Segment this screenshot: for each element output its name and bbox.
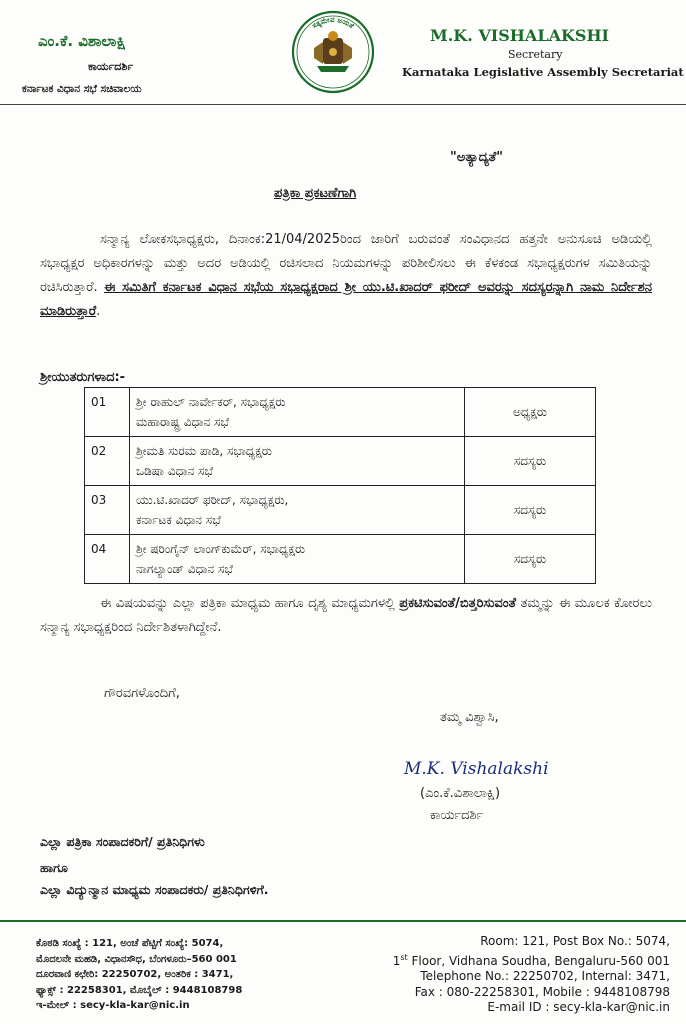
member-house: ಒಡಿಷಾ ವಿಧಾನ ಸಭೆ	[136, 464, 214, 478]
emblem-caption: ಸತ್ಯಮೇವ ಜಯತೆ	[310, 15, 356, 31]
member-number: 04	[85, 535, 130, 584]
footer-kn-line: ಫ್ಯಾಕ್ಸ್ : 22258301, ಮೊಬೈಲ್ : 9448108798	[36, 984, 243, 996]
intro-paragraph: ಸನ್ಮಾನ್ಯ ಲೋಕಸಭಾಧ್ಯಕ್ಷರು, ದಿನಾಂಕ:21/04/2025ರಿಂದ ಜಾರಿಗೆ ಬರುವಂತೆ ಸಂವಿಧಾನದ ಹತ್ತನೇ ಅನುಸೂಚಿ ಅಡಿಯಲ್ಲಿ ಸಭಾಧ್ಯಕ್ಷರ ಅಧಿಕಾರಗಳನ್ನು ಮತ್ತು ಅದರ ಅಡಿಯಲ್ಲಿ ರಚಿಸಲಾದ ನಿಯಮಗಳನ್ನು ಪರಿಶೀಲಿಸಲು ಈ ಕೆಳಕಂಡ ಸಭಾಧ್ಯಕ್ಷರುಗಳ ಸಮಿತಿಯನ್ನು ರಚಿಸಿರುತ್ತಾರೆ. ಈ ಸಮಿತಿಗೆ ಕರ್ನಾಟಕ ವಿಧಾನ ಸಭೆಯ ಸಭಾಧ್ಯಕ್ಷರಾದ ಶ್ರೀ ಯು.ಟಿ.ಖಾದರ್ ಫರೀದ್ ಅವರನ್ನು ಸದಸ್ಯರನ್ನಾಗಿ ನಾಮ ನಿರ್ದೇಶನ ಮಾಡಿರುತ್ತಾರೆ.	[40, 232, 652, 319]
member-name: ಶ್ರೀ ರಾಹುಲ್ ನಾರ್ವೇಕರ್, ಸಭಾಧ್ಯಕ್ಷರು	[136, 395, 286, 409]
header-divider	[0, 104, 686, 105]
greeting: ಗೌರವಗಳೊಂದಿಗೆ,	[104, 686, 180, 701]
kannada-name: ಎಂ.ಕೆ. ವಿಶಾಲಾಕ್ಷಿ	[38, 32, 126, 50]
footer-en-line: Room: 121, Post Box No.: 5074,	[480, 934, 670, 948]
handwritten-signature	[402, 756, 582, 780]
member-details	[130, 388, 465, 437]
member-role: ಅಧ್ಯಕ್ಷರು	[465, 388, 596, 437]
footer-kn-email: ಇ-ಮೇಲ್ : secy-kla-kar@nic.in	[36, 1000, 190, 1011]
footer-en-floor: 1st Floor, Vidhana Soudha, Bengaluru-560 001	[392, 952, 670, 968]
signatory-designation: ಕಾರ್ಯದರ್ಶಿ	[430, 808, 484, 823]
table-row	[85, 437, 596, 486]
member-number: 03	[85, 486, 130, 535]
footer-kannada-address	[36, 936, 306, 1014]
member-role: ಸದಸ್ಯರು	[465, 486, 596, 535]
footer-en-line: Telephone No.: 22250702, Internal: 3471,	[420, 969, 670, 984]
member-number: 02	[85, 437, 130, 486]
member-house: ಮಹಾರಾಷ್ಟ್ರ ವಿಧಾನ ಸಭೆ	[136, 415, 230, 429]
member-number: 01	[85, 388, 130, 437]
nomination-text: ಈ ಸಮಿತಿಗೆ ಕರ್ನಾಟಕ ವಿಧಾನ ಸಭೆಯ ಸಭಾಧ್ಯಕ್ಷರಾದ ಶ್ರೀ ಯು.ಟಿ.ಖಾದರ್ ಫರೀದ್ ಅವರನ್ನು ಸದಸ್ಯರನ್ನಾಗಿ ನಾಮ ನಿರ್ದೇಶನ ಮಾಡಿರುತ್ತಾರೆ	[40, 280, 652, 319]
english-office: Karnataka Legislative Assembly Secretariat	[402, 65, 684, 79]
intro-text: ಸನ್ಮಾನ್ಯ ಲೋಕಸಭಾಧ್ಯಕ್ಷರು, ದಿನಾಂಕ:21/04/2025ರಿಂದ ಜಾರಿಗೆ ಬರುವಂತೆ ಸಂವಿಧಾನದ ಹತ್ತನೇ ಅನುಸೂಚಿ ಅಡಿಯಲ್ಲಿ ಸಭಾಧ್ಯಕ್ಷರ ಅಧಿಕಾರಗಳನ್ನು ಮತ್ತು ಅದರ ಅಡಿಯಲ್ಲಿ ರಚಿಸಲಾದ ನಿಯಮಗಳನ್ನು ಪರಿಶೀಲಿಸಲು ಈ ಕೆಳಕಂಡ ಸಭಾಧ್ಯಕ್ಷರುಗಳ ಸಮಿತಿಯನ್ನು ರಚಿಸಿರುತ್ತಾರೆ.	[40, 232, 652, 295]
member-details	[130, 437, 465, 486]
recipient-line-3: ಎಲ್ಲಾ ವಿದ್ಯುನ್ಮಾನ ಮಾಧ್ಯಮ ಸಂಪಾದಕರು/ ಪ್ರತಿನಿಧಿಗಳಿಗೆ.	[40, 882, 269, 897]
table-row	[85, 388, 596, 437]
member-name: ಯು.ಟಿ.ಖಾದರ್ ಫರೀದ್, ಸಭಾಧ್ಯಕ್ಷರು,	[136, 493, 289, 507]
member-house: ಕರ್ನಾಟಕ ವಿಧಾನ ಸಭೆ	[136, 513, 221, 527]
footer-divider	[0, 920, 686, 922]
recipient-line-2: ಹಾಗೂ	[40, 860, 68, 875]
svg-text:ಸತ್ಯಮೇವ ಜಯತೆ	[311, 16, 356, 31]
footer-kn-line: ದೂರವಾಣಿ ಕಛೇರಿ: 22250702, ಅಂತರಿಕ : 3471,	[36, 969, 234, 980]
signatory-name: (ಎಂ.ಕೆ.ವಿಶಾಲಾಕ್ಷಿ)	[420, 786, 501, 801]
request-text-a: ಈ ವಿಷಯವನ್ನು ಎಲ್ಲಾ ಪತ್ರಿಕಾ ಮಾಧ್ಯಮ ಹಾಗೂ ದೃಶ್ಯ ಮಾಧ್ಯಮಗಳಲ್ಲಿ	[100, 596, 395, 611]
state-emblem-seal	[290, 8, 376, 96]
kannada-office: ಕರ್ನಾಟಕ ವಿಧಾನ ಸಭೆ ಸಚಿವಾಲಯ	[22, 83, 142, 95]
footer-en-line: Fax : 080-22258301, Mobile : 9448108798	[414, 984, 670, 999]
table-row	[85, 486, 596, 535]
english-designation: Secretary	[508, 48, 563, 61]
member-house: ನಾಗಲ್ಯಾಂಡ್ ವಿಧಾನ ಸಭೆ	[136, 562, 233, 576]
member-details	[130, 535, 465, 584]
committee-members-table	[84, 387, 596, 584]
member-role: ಸದಸ್ಯರು	[465, 437, 596, 486]
members-heading: ಶ್ರೀಯುತರುಗಳಾದ:-	[40, 370, 126, 385]
footer-kn-line: ಕೊಠಡಿ ಸಂಖ್ಯೆ : 121, ಅಂಚೆ ಪೆಟ್ಟಿಗೆ ಸಂಖ್ಯೆ: 5074,	[36, 938, 224, 949]
kannada-designation: ಕಾರ್ಯದರ್ಶಿ	[88, 60, 134, 73]
closing: ತಮ್ಮ ವಿಶ್ವಾಸಿ,	[440, 710, 499, 725]
member-name: ಶ್ರೀ ಷರಿಂಗೈನ್ ಲಾಂಗ್‌ಕುಮೆರ್, ಸಭಾಧ್ಯಕ್ಷರು	[136, 542, 306, 556]
request-paragraph	[40, 592, 652, 640]
footer-kn-line: ಮೊದಲನೇ ಮಹಡಿ, ವಿಧಾನಸೌಧ, ಬೆಂಗಳೂರು–560 001	[36, 953, 237, 965]
signature-text: M.K. Vishalakshi	[404, 759, 549, 779]
request-text-b: ತಮ್ಮನ್ನು ಈ ಮೂಲಕ ಕೋರಲು ಸನ್ಮಾನ್ಯ ಸಭಾಧ್ಯಕ್ಷರಿಂದ ನಿರ್ದೇಶಿತಳಾಗಿದ್ದೇನೆ.	[40, 596, 652, 635]
member-details	[130, 486, 465, 535]
table-row	[85, 535, 596, 584]
recipient-line-1: ಎಲ್ಲಾ ಪತ್ರಿಕಾ ಸಂಪಾದಕರಿಗೆ/ ಪ್ರತಿನಿಧಿಗಳು	[40, 834, 205, 849]
urgent-label: "ಅತ್ಯಾದ್ಯತೆ"	[450, 150, 503, 165]
english-name: M.K. VISHALAKSHI	[430, 26, 610, 45]
document-title: ಪತ್ರಿಕಾ ಪ್ರಕಟಣೆಗಾಗಿ	[274, 186, 357, 201]
footer-en-email: E-mail ID : secy-kla-kar@nic.in	[487, 1000, 670, 1015]
request-text-bold: ಪ್ರಕಟಿಸುವಂತೆ/ಬಿತ್ತರಿಸುವಂತೆ	[399, 596, 516, 611]
member-name: ಶ್ರೀಮತಿ ಸುರಮ ಪಾಡಿ, ಸಭಾಧ್ಯಕ್ಷರು	[136, 444, 272, 458]
member-role: ಸದಸ್ಯರು	[465, 535, 596, 584]
footer-english-address	[340, 934, 670, 1016]
